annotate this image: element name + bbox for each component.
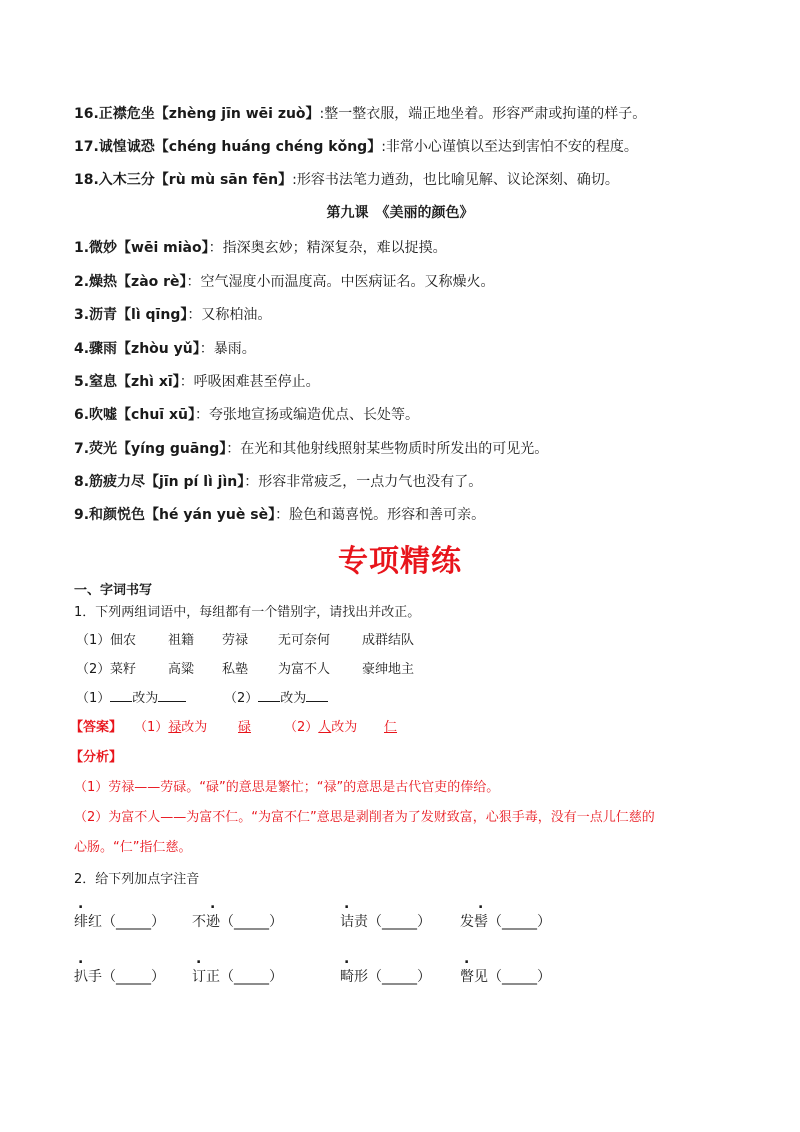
wrong-char: 人	[318, 720, 332, 735]
vocab-item	[74, 338, 256, 358]
word-group-1	[76, 629, 476, 647]
vocab-term: 6.吹嘘【chuī xū】	[74, 407, 195, 423]
vocab-term: 17.诚惶诚恐【chéng huáng chéng kǒng】	[74, 139, 382, 155]
vocab-term: 9.和颜悦色【hé yán yuè sè】	[74, 507, 276, 523]
answer-blank[interactable]	[306, 689, 328, 702]
answer-blank[interactable]	[110, 689, 132, 702]
section-title: 专项精练	[338, 544, 462, 579]
vocab-term: 2.燥热【zào rè】	[74, 274, 187, 290]
word: 祖籍	[168, 633, 195, 648]
fill-mid: 改为	[132, 691, 159, 706]
part-heading: 一、字词书写	[74, 583, 153, 598]
vocab-term: 3.沥青【lì qīng】	[74, 307, 188, 323]
word: 劳禄	[222, 633, 249, 648]
pinyin-blank[interactable]: 见（_____）	[474, 969, 551, 985]
vocab-item	[74, 271, 495, 291]
vocab-definition: ：又称柏油。	[187, 307, 272, 323]
fill-label: （2）	[224, 691, 259, 706]
vocab-item	[74, 304, 271, 324]
answer-label: 【答案】	[70, 720, 123, 735]
word-group-2	[76, 658, 476, 676]
pinyin-item	[460, 911, 551, 931]
word: 豪绅地主	[362, 662, 415, 677]
pinyin-blank[interactable]: （_____）	[220, 914, 283, 930]
question-prompt: 1．下列两组词语中，每组都有一个错别字，请找出并改正。	[74, 605, 421, 620]
answer-prefix: （2）	[284, 720, 319, 735]
fill-mid: 改为	[280, 691, 307, 706]
word: 无可奈何	[278, 633, 331, 648]
pinyin-item	[74, 911, 165, 931]
vocab-definition: :非常小心谨慎以至达到害怕不安的程度。	[381, 139, 638, 155]
question-prompt: 2．给下列加点字注音	[74, 872, 200, 887]
vocab-term: 16.正襟危坐【zhèng jīn wēi zuò】	[74, 106, 320, 122]
answer-1	[134, 716, 207, 735]
pinyin-blank[interactable]: 红（_____）	[88, 914, 165, 930]
vocab-item	[74, 136, 638, 156]
word: 佃农	[110, 633, 137, 648]
answer-blank[interactable]	[258, 689, 280, 702]
vocab-item	[74, 471, 482, 491]
wrong-char: 禄	[168, 720, 182, 735]
vocab-item	[74, 371, 320, 391]
group-label: （1）	[76, 633, 111, 648]
answer-mid: 改为	[181, 720, 208, 735]
analysis-text: 心肠。“仁”指仁慈。	[74, 840, 192, 855]
vocab-definition: ：暴雨。	[199, 341, 256, 357]
pinyin-blank[interactable]: 责（_____）	[354, 914, 431, 930]
word: 成群结队	[362, 633, 415, 648]
vocab-term: 5.窒息【zhì xī】	[74, 374, 180, 390]
vocab-term: 8.筋疲力尽【jīn pí lì jìn】	[74, 474, 245, 490]
pinyin-item	[460, 966, 551, 986]
vocab-definition: :整一整衣服，端正地坐着。形容严肃或拘谨的样子。	[319, 106, 647, 122]
analysis-text: （2）为富不人——为富不仁。“为富不仁”意思是剥削者为了发财致富，心狠手毒，没有一点儿仁慈的	[74, 810, 655, 825]
word: 菜籽	[110, 662, 137, 677]
answer-blank[interactable]	[158, 689, 186, 702]
vocab-term: 1.微妙【wēi miào】	[74, 240, 209, 256]
pinyin-item	[192, 911, 283, 931]
vocab-item	[74, 169, 619, 189]
fill-label: （1）	[76, 691, 111, 706]
group-label: （2）	[76, 662, 111, 677]
vocab-definition: ：夸张地宣扬或编造优点、长处等。	[194, 407, 419, 423]
vocab-definition: ：呼吸困难甚至停止。	[179, 374, 320, 390]
pinyin-item	[74, 966, 165, 986]
pinyin-blank[interactable]: 手（_____）	[88, 969, 165, 985]
word: 为富不人	[278, 662, 331, 677]
char: 不	[192, 914, 206, 930]
pinyin-blank[interactable]: 形（_____）	[354, 969, 431, 985]
pinyin-item	[192, 966, 283, 986]
pinyin-blank[interactable]: 正（_____）	[206, 969, 283, 985]
word: 私塾	[222, 662, 249, 677]
dotted-char: 瞥	[460, 969, 474, 985]
vocab-item	[74, 103, 646, 123]
dotted-char: 逊	[206, 914, 220, 930]
analysis-label: 【分析】	[70, 750, 123, 765]
pinyin-blank[interactable]: （_____）	[488, 914, 551, 930]
vocab-definition: ：在光和其他射线照射某些物质时所发出的可见光。	[226, 441, 549, 457]
answer-mid: 改为	[331, 720, 358, 735]
answer-2	[284, 716, 357, 735]
vocab-definition: ：脸色和蔼喜悦。形容和善可亲。	[275, 507, 486, 523]
answer-line	[70, 716, 476, 735]
vocab-term: 7.荧光【yíng guāng】	[74, 441, 227, 457]
vocab-item	[74, 237, 447, 257]
correct-char: 碌	[238, 720, 252, 735]
pinyin-item	[340, 911, 431, 931]
answer-prefix: （1）	[134, 720, 169, 735]
analysis-text: （1）劳禄——劳碌。“碌”的意思是繁忙；“禄”的意思是古代官吏的俸给。	[74, 780, 500, 795]
correct-char: 仁	[384, 720, 398, 735]
dotted-char: 扒	[74, 969, 88, 985]
vocab-definition: ：空气湿度小而温度高。中医病证名。又称燥火。	[186, 274, 495, 290]
dotted-char: 畸	[340, 969, 354, 985]
dotted-char: 绯	[74, 914, 88, 930]
vocab-item	[74, 504, 485, 524]
lesson-title: 第九课 《美丽的颜色》	[326, 205, 474, 221]
vocab-term: 18.入木三分【rù mù sān fēn】	[74, 172, 293, 188]
vocab-term: 4.骤雨【zhòu yǔ】	[74, 341, 200, 357]
dotted-char: 订	[192, 969, 206, 985]
dotted-char: 髻	[474, 914, 488, 930]
fill-item-2	[224, 687, 328, 706]
vocab-definition: :形容书法笔力遒劲，也比喻见解、议论深刻、确切。	[292, 172, 619, 188]
vocab-definition: ：形容非常疲乏，一点力气也没有了。	[244, 474, 483, 490]
pinyin-item	[340, 966, 431, 986]
vocab-item	[74, 438, 548, 458]
char: 发	[460, 914, 474, 930]
vocab-item	[74, 404, 419, 424]
vocab-definition: ：指深奥玄妙；精深复杂，难以捉摸。	[208, 240, 447, 256]
fill-line	[76, 687, 476, 705]
word: 高粱	[168, 662, 195, 677]
dotted-char: 诘	[340, 914, 354, 930]
fill-item-1	[76, 687, 186, 706]
